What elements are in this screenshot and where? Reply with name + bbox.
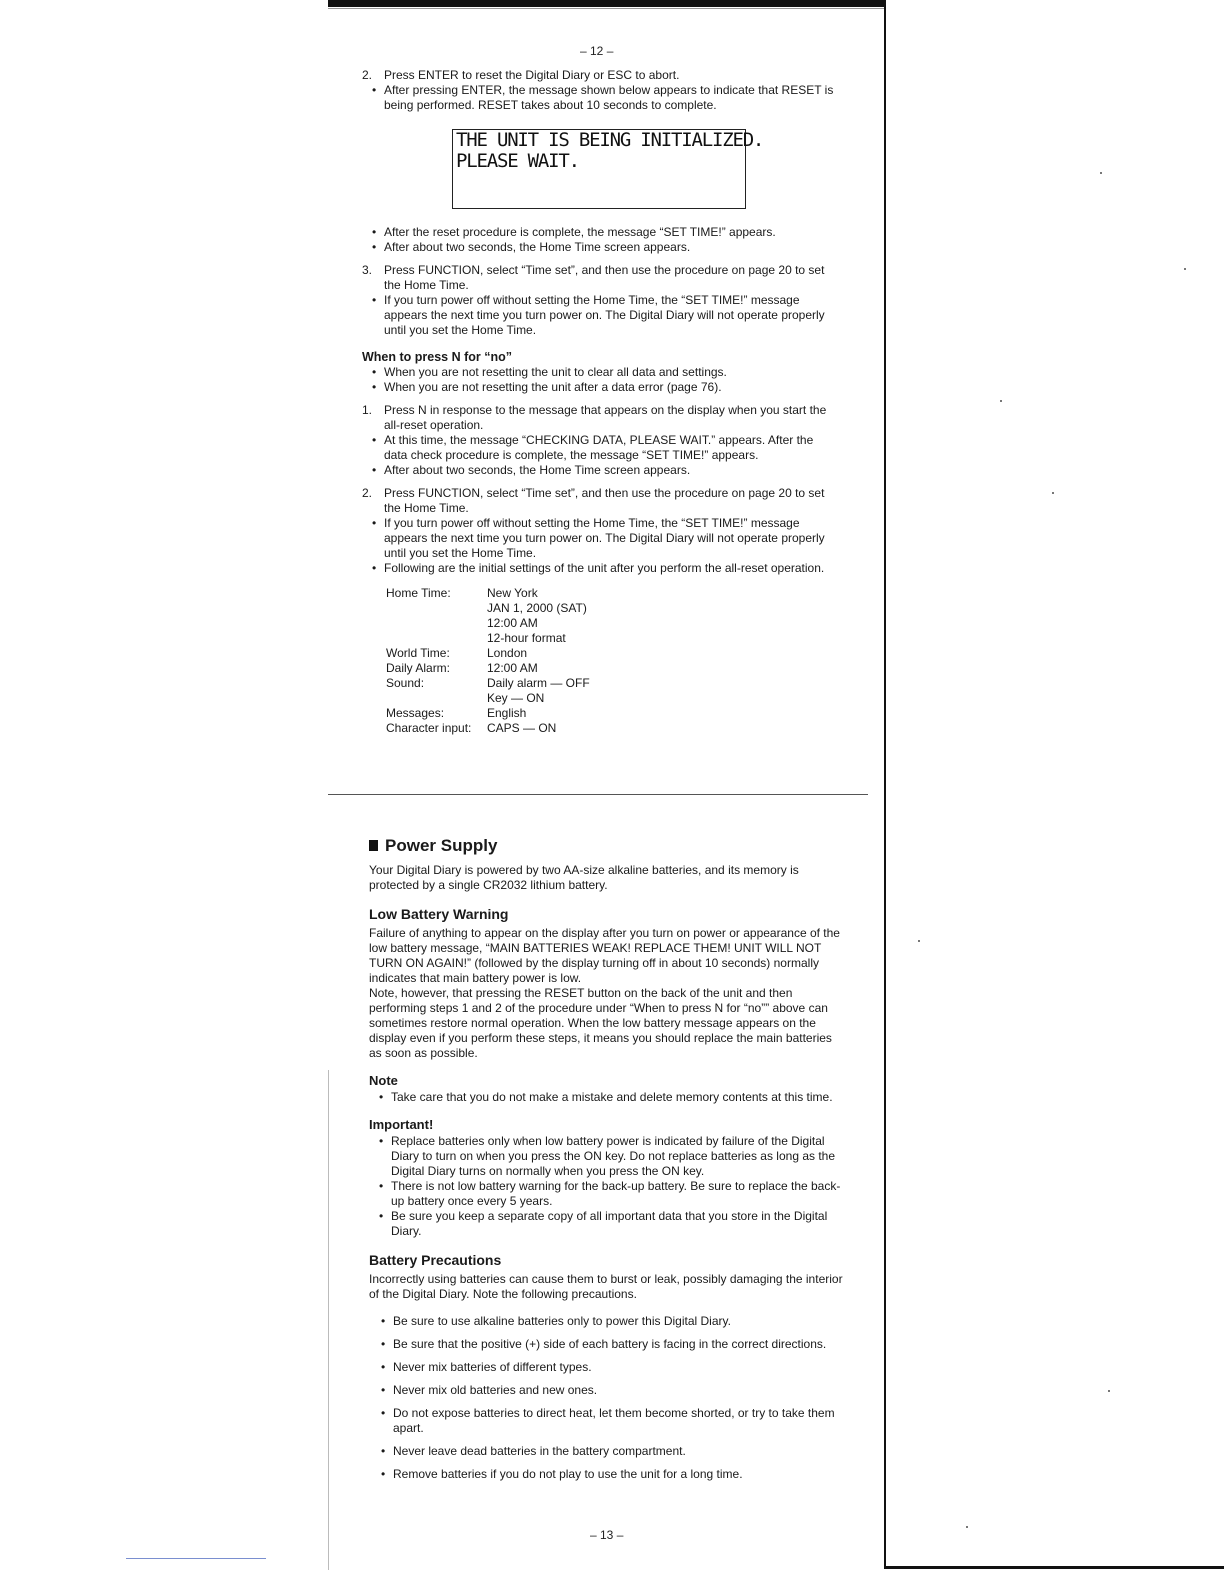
- scan-right-border: [884, 0, 886, 1568]
- initial-settings-table: [386, 586, 590, 736]
- scan-speck: [1184, 268, 1186, 270]
- setting-label: Daily Alarm:: [386, 661, 451, 675]
- intro-paragraph: Your Digital Diary is powered by two AA-size alkaline batteries, and its memory is protected by a single CR2032 lithium battery.: [369, 863, 799, 892]
- important-heading: Important!: [369, 1117, 434, 1132]
- list-item: • Be sure you keep a separate copy of all important data that you store in the Digital Diary.: [369, 1209, 845, 1239]
- setting-label: [386, 616, 487, 631]
- setting-value: 12:00 AM: [487, 661, 538, 675]
- scan-speck: [1108, 1390, 1110, 1392]
- step-text: Press ENTER to reset the Digital Diary or ESC to abort.: [384, 68, 680, 82]
- list-item: • Never mix batteries of different types.: [369, 1360, 845, 1375]
- setting-value: Daily alarm — OFF: [487, 676, 590, 690]
- reset-step-3-bullets: [362, 293, 838, 338]
- scan-speck: [966, 1526, 968, 1528]
- settings-row: [386, 646, 590, 661]
- setting-value: London: [487, 646, 528, 660]
- low-battery-heading: Low Battery Warning: [369, 906, 509, 922]
- section-title-text: Power Supply: [385, 836, 498, 855]
- no-step-2-bullets: [362, 516, 838, 576]
- reset-step-3: [362, 263, 838, 293]
- settings-row: [386, 691, 590, 706]
- section-title: [369, 838, 845, 853]
- lcd-line-1: THE UNIT IS BEING INITIALIZED.: [456, 129, 764, 151]
- list-item: • If you turn power off without setting the Home Time, the “SET TIME!” message appears the next time you turn power on. The Digital Diary will not operate properly until you set the Home Time.: [362, 293, 838, 338]
- setting-value: CAPS — ON: [487, 721, 557, 735]
- list-item: • Do not expose batteries to direct heat, let them become shorted, or try to take them apart.: [369, 1406, 845, 1436]
- settings-row: [386, 616, 590, 631]
- battery-precautions-heading: Battery Precautions: [369, 1252, 502, 1268]
- lcd-line-2: PLEASE WAIT.: [456, 150, 579, 172]
- setting-label: [386, 601, 487, 616]
- list-item: • Replace batteries only when low battery power is indicated by failure of the Digital Diary to turn on when you press the ON key. Do not replace batteries as long as the Digital Diary turns on normally when you press the ON key.: [369, 1134, 845, 1179]
- settings-row: [386, 631, 590, 646]
- precautions-intro: Incorrectly using batteries can cause them to burst or leak, possibly damaging the interior of the Digital Diary. Note the following precautions.: [369, 1272, 843, 1301]
- setting-label: [386, 631, 487, 646]
- settings-row: [386, 586, 590, 601]
- settings-row: [386, 661, 590, 676]
- settings-row: [386, 721, 590, 736]
- setting-value: 12:00 AM: [487, 616, 538, 630]
- no-section-bullets: [362, 365, 838, 395]
- page-12: [362, 68, 838, 736]
- step-number: 1.: [362, 403, 373, 417]
- step-number: 3.: [362, 263, 373, 277]
- precautions-bullets: [369, 1314, 845, 1482]
- note-heading: Note: [369, 1073, 398, 1088]
- scan-speck: [1100, 172, 1102, 174]
- lcd-display-message: [452, 129, 764, 209]
- no-section-heading: When to press N for “no”: [362, 350, 512, 364]
- list-item: • When you are not resetting the unit after a data error (page 76).: [362, 380, 838, 395]
- page-number-top: – 12 –: [580, 44, 614, 58]
- page-number-bottom: – 13 –: [590, 1528, 624, 1542]
- no-step-1-bullets: [362, 433, 838, 478]
- scan-left-margin-line: [328, 1070, 329, 1570]
- after-reset-bullets: [362, 225, 838, 255]
- setting-label: Messages:: [386, 706, 445, 720]
- step-number: 2.: [362, 68, 373, 82]
- list-item: • After about two seconds, the Home Time screen appears.: [362, 463, 838, 478]
- square-bullet-icon: [369, 840, 378, 851]
- scan-speck: [1000, 400, 1002, 402]
- list-item: • There is not low battery warning for the back-up battery. Be sure to replace the back-up battery once every 5 years.: [369, 1179, 845, 1209]
- setting-label: Home Time:: [386, 586, 451, 600]
- list-item: • After about two seconds, the Home Time screen appears.: [362, 240, 838, 255]
- step-text: Press FUNCTION, select “Time set”, and then use the procedure on page 20 to set the Home Time.: [384, 263, 825, 292]
- important-bullets: [369, 1134, 845, 1239]
- setting-label: World Time:: [386, 646, 450, 660]
- list-item: • If you turn power off without setting the Home Time, the “SET TIME!” message appears the next time you turn power on. The Digital Diary will not operate properly until you set the Home Time.: [362, 516, 838, 561]
- scan-speck: [1052, 492, 1054, 494]
- setting-label: Sound:: [386, 676, 425, 690]
- list-item: • After the reset procedure is complete, the message “SET TIME!” appears.: [362, 225, 838, 240]
- list-item: • Take care that you do not make a mistake and delete memory contents at this time.: [369, 1090, 845, 1105]
- settings-row: [386, 601, 590, 616]
- page-13: [369, 838, 845, 1490]
- step-text: Press N in response to the message that appears on the display when you start the all-reset operation.: [384, 403, 827, 432]
- setting-value: New York: [487, 586, 538, 600]
- setting-value: Key — ON: [487, 691, 545, 705]
- setting-label: [386, 691, 487, 706]
- step-text: Press FUNCTION, select “Time set”, and then use the procedure on page 20 to set the Home Time.: [384, 486, 825, 515]
- list-item: • Following are the initial settings of the unit after you perform the all-reset operation.: [362, 561, 838, 576]
- scan-speck: [918, 940, 920, 942]
- setting-value: JAN 1, 2000 (SAT): [487, 601, 587, 615]
- settings-row: [386, 676, 590, 691]
- no-step-1: [362, 403, 838, 433]
- setting-value: 12-hour format: [487, 631, 566, 645]
- scan-bottom-border: [884, 1566, 1224, 1569]
- setting-value: English: [487, 706, 527, 720]
- reset-step-2-bullets: [362, 83, 838, 113]
- list-item: • When you are not resetting the unit to clear all data and settings.: [362, 365, 838, 380]
- low-battery-paragraph-1: Failure of anything to appear on the display after you turn on power or appearance of the low battery message, “MAIN BATTERIES WEAK! REPLACE THEM! UNIT WILL NOT TURN ON AGAIN!” (followed by the display turning off in about 10 seconds) normally indicates that main battery power is low.: [369, 926, 840, 985]
- low-battery-paragraph-2: Note, however, that pressing the RESET button on the back of the unit and then performing steps 1 and 2 of the procedure under “When to press N for “no”” above can sometimes restore normal operation. When the low battery message appears on the display even if you perform these steps, it means you should replace the main batteries as soon as possible.: [369, 986, 832, 1060]
- reset-step-2: [362, 68, 838, 83]
- no-step-2: [362, 486, 838, 516]
- step-number: 2.: [362, 486, 373, 500]
- setting-label: Character input:: [386, 721, 472, 735]
- list-item: • After pressing ENTER, the message shown below appears to indicate that RESET is being performed. RESET takes about 10 seconds to complete.: [362, 83, 838, 113]
- list-item: • Be sure that the positive (+) side of each battery is facing in the correct directions.: [369, 1337, 845, 1352]
- scan-left-underline: [126, 1558, 266, 1559]
- list-item: • Never mix old batteries and new ones.: [369, 1383, 845, 1398]
- scan-top-border: [328, 0, 884, 7]
- list-item: • Be sure to use alkaline batteries only to power this Digital Diary.: [369, 1314, 845, 1329]
- note-bullets: [369, 1090, 845, 1105]
- settings-row: [386, 706, 590, 721]
- page-separator: [328, 794, 868, 795]
- scan-top-rule: [328, 8, 884, 9]
- list-item: • At this time, the message “CHECKING DATA, PLEASE WAIT.” appears. After the data check procedure is complete, the message “SET TIME!” appears.: [362, 433, 838, 463]
- list-item: • Never leave dead batteries in the battery compartment.: [369, 1444, 845, 1459]
- list-item: • Remove batteries if you do not play to use the unit for a long time.: [369, 1467, 845, 1482]
